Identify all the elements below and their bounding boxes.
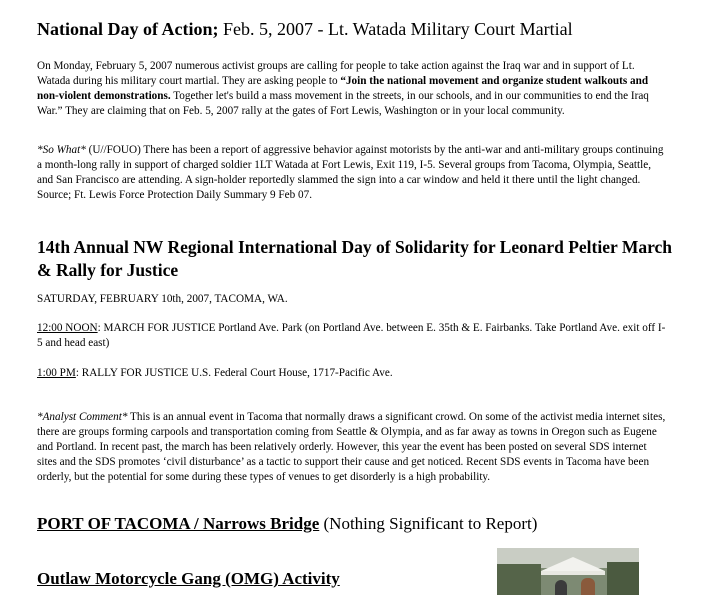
heading-rest-part: Feb. 5, 2007 - Lt. Watada Military Court Martial: [218, 19, 573, 39]
march-time: 12:00 NOON: [37, 322, 98, 334]
port-heading-title: PORT OF TACOMA / Narrows Bridge: [37, 514, 320, 533]
section-heading-omg-activity: Outlaw Motorcycle Gang (OMG) Activity: [37, 569, 340, 588]
event-march-line: 12:00 NOON: MARCH FOR JUSTICE Portland Ave. Park (on Portland Ave. between E. 35th & E. Fairbanks. Take Portland Ave. exit off I-5 and head east): [37, 322, 666, 349]
analyst-comment-label: *Analyst Comment*: [37, 411, 128, 423]
event-photo: [497, 548, 639, 595]
paragraph-analyst-comment: *Analyst Comment* This is an annual event in Tacoma that normally draws a significant crowd. On some of the activist media internet sites, there are groups forming carpools and transportation coming from Seattle & Olympia, and as far away as towns in Oregon such as Eugene and Portland. In recent past, the march has been relatively orderly. However, this year the event has been posted on several SDS internet sites and the SDS promotes ‘civil disturbance’ as a tactic to support their cause and get noticed. Recent SDS events in Tacoma have been orderly, but the potential for some during these types of venues to get disorderly is a high probability.: [37, 411, 666, 483]
section-heading-peltier-rally: 14th Annual NW Regional International Day of Solidarity for Leonard Peltier March & Rally for Justice: [37, 237, 673, 280]
section-heading-port-tacoma: [37, 514, 537, 534]
port-heading-note: (Nothing Significant to Report): [319, 514, 538, 533]
event-rally-line: 1:00 PM: RALLY FOR JUSTICE U.S. Federal Court House, 1717-Pacific Ave.: [37, 367, 393, 379]
rally-time: 1:00 PM: [37, 367, 76, 379]
section-heading-national-day: [37, 19, 573, 40]
heading-bold-part: National Day of Action;: [37, 19, 219, 39]
event-date-line: SATURDAY, FEBRUARY 10th, 2007, TACOMA, WA.: [37, 293, 288, 305]
paragraph-so-what: *So What* (U//FOUO) There has been a report of aggressive behavior against motorists by the anti-war and anti-military groups continuing a month-long rally in support of charged soldier 1LT Watada at Fort Lewis, Exit 119, I-5. Several groups from Tacoma, Olympia, Seattle, and San Francisco are attending. A sign-holder reportedly slammed the sign into a car window and held it there until the light changed. Source; Ft. Lewis Force Protection Daily Summary 9 Feb 07.: [37, 144, 664, 201]
quoted-call: “Join the national movement and organize student walkouts and non-violent demonstrations.: [37, 75, 649, 102]
paragraph-action-call: On Monday, February 5, 2007 numerous activist groups are calling for people to take action against the Iraq war and in support of Lt. Watada during his military court martial. They are asking people to “Join the national movement and organize student walkouts and non-violent demonstrations. Together let's build a mass movement in the streets, in our schools, and in our communities to end the Iraq War.” They are claiming that on Feb. 5, 2007 rally at the gates of Fort Lewis, Washington or in your local community.: [37, 60, 649, 117]
so-what-label: *So What*: [37, 144, 86, 156]
